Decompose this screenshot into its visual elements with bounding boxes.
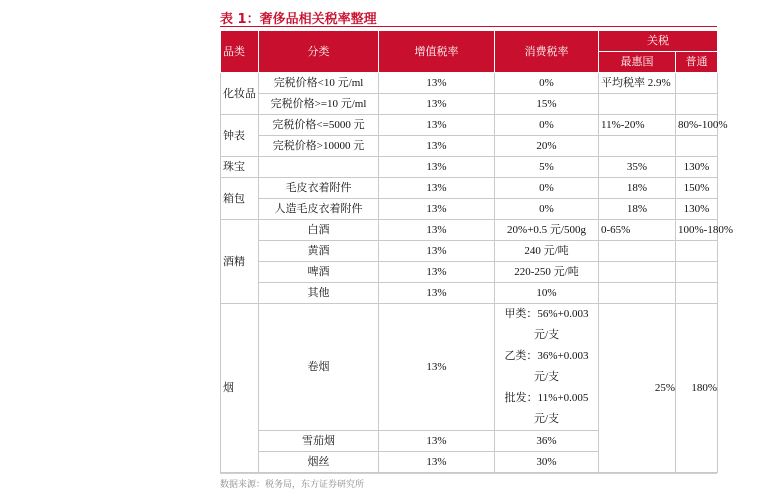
- consumption-cell: 20%+0.5 元/500g: [495, 220, 599, 241]
- subcategory-cell: 白酒: [259, 220, 379, 241]
- consumption-cell-cigarettes: [495, 304, 599, 431]
- tariff-mfn-cell: [599, 136, 676, 157]
- tariff-mfn-cell: [599, 262, 676, 283]
- vat-cell: 13%: [379, 431, 495, 452]
- subcategory-cell: 毛皮衣着附件: [259, 178, 379, 199]
- tariff-general-cell: [676, 136, 718, 157]
- subcategory-cell: 烟丝: [259, 452, 379, 473]
- header-subcategory: 分类: [259, 31, 379, 73]
- vat-cell: 13%: [379, 304, 495, 431]
- tariff-mfn-cell: 25%: [599, 304, 676, 473]
- subcategory-cell: [259, 157, 379, 178]
- table-row: [221, 136, 718, 157]
- table-row: [221, 304, 718, 431]
- table-row: [221, 241, 718, 262]
- tariff-mfn-cell: 0-65%: [599, 220, 676, 241]
- subcategory-cell: 其他: [259, 283, 379, 304]
- vat-cell: 13%: [379, 220, 495, 241]
- consumption-cell: 20%: [495, 136, 599, 157]
- tariff-mfn-cell: 平均税率 2.9%: [599, 73, 676, 94]
- consumption-cell: 5%: [495, 157, 599, 178]
- tariff-general-cell: 130%: [676, 157, 718, 178]
- group-tobacco: 烟: [221, 304, 259, 473]
- data-source-note: 数据来源：税务局，东方证券研究所: [220, 480, 365, 490]
- table-row: [221, 94, 718, 115]
- header-consumption-tax: 消费税率: [495, 31, 599, 73]
- consumption-cell: 36%: [495, 431, 599, 452]
- source-divider: [220, 473, 717, 474]
- vat-cell: 13%: [379, 157, 495, 178]
- table-row: [221, 157, 718, 178]
- subcategory-cell: 卷烟: [259, 304, 379, 431]
- title-divider: [220, 26, 717, 27]
- tariff-mfn-cell: [599, 94, 676, 115]
- vat-cell: 13%: [379, 241, 495, 262]
- consumption-line: 批发：11%+0.005: [504, 392, 589, 404]
- subcategory-cell: 啤酒: [259, 262, 379, 283]
- vat-cell: 13%: [379, 178, 495, 199]
- group-watches: 钟表: [221, 115, 259, 157]
- tariff-general-cell: 80%-100%: [676, 115, 718, 136]
- header-tariff-general: 普通: [676, 52, 718, 73]
- group-jewelry: 珠宝: [221, 157, 259, 178]
- consumption-cell: 0%: [495, 178, 599, 199]
- tariff-mfn-cell: 18%: [599, 178, 676, 199]
- tariff-mfn-cell: 11%-20%: [599, 115, 676, 136]
- consumption-line: 元/支: [533, 371, 560, 383]
- vat-cell: 13%: [379, 94, 495, 115]
- consumption-cell: 240 元/吨: [495, 241, 599, 262]
- subcategory-cell: 人造毛皮衣着附件: [259, 199, 379, 220]
- table-row: [221, 73, 718, 94]
- consumption-cell: 220-250 元/吨: [495, 262, 599, 283]
- subcategory-cell: 完税价格<=5000 元: [259, 115, 379, 136]
- subcategory-cell: 完税价格>=10 元/ml: [259, 94, 379, 115]
- table-row: [221, 262, 718, 283]
- subcategory-cell: 雪茄烟: [259, 431, 379, 452]
- tariff-general-cell: [676, 94, 718, 115]
- tariff-general-cell: [676, 73, 718, 94]
- consumption-line: 元/支: [533, 329, 560, 341]
- tariff-mfn-cell: [599, 241, 676, 262]
- vat-cell: 13%: [379, 73, 495, 94]
- consumption-cell: 0%: [495, 73, 599, 94]
- group-alcohol: 酒精: [221, 220, 259, 304]
- tariff-general-cell: [676, 283, 718, 304]
- table-row: [221, 178, 718, 199]
- header-tariff: 关税: [599, 31, 718, 52]
- header-vat: 增值税率: [379, 31, 495, 73]
- consumption-line: 元/支: [533, 413, 560, 425]
- vat-cell: 13%: [379, 262, 495, 283]
- tariff-general-cell: 130%: [676, 199, 718, 220]
- consumption-cell: 10%: [495, 283, 599, 304]
- consumption-cell: 0%: [495, 115, 599, 136]
- tariff-mfn-cell: 18%: [599, 199, 676, 220]
- consumption-line: 乙类：36%+0.003: [504, 350, 589, 362]
- table-row: [221, 220, 718, 241]
- tax-rate-table: [220, 30, 733, 473]
- vat-cell: 13%: [379, 452, 495, 473]
- consumption-cell: 15%: [495, 94, 599, 115]
- group-cosmetics: 化妆品: [221, 73, 259, 115]
- subcategory-cell: 完税价格>10000 元: [259, 136, 379, 157]
- group-bags: 箱包: [221, 178, 259, 220]
- table-title: 表 1：奢侈品相关税率整理: [220, 12, 377, 27]
- table-row: [221, 115, 718, 136]
- header-tariff-mfn: 最惠国: [599, 52, 676, 73]
- table-row: [221, 283, 718, 304]
- header-category: 品类: [221, 31, 259, 73]
- subcategory-cell: 完税价格<10 元/ml: [259, 73, 379, 94]
- table-row: [221, 199, 718, 220]
- tariff-general-cell: [676, 241, 718, 262]
- vat-cell: 13%: [379, 199, 495, 220]
- vat-cell: 13%: [379, 283, 495, 304]
- vat-cell: 13%: [379, 136, 495, 157]
- consumption-cell: 0%: [495, 199, 599, 220]
- tariff-mfn-cell: [599, 283, 676, 304]
- tariff-general-cell: 100%-180%: [676, 220, 718, 241]
- consumption-line: 甲类：56%+0.003: [504, 308, 589, 320]
- tariff-general-cell: 150%: [676, 178, 718, 199]
- consumption-cell: 30%: [495, 452, 599, 473]
- tariff-mfn-cell: 35%: [599, 157, 676, 178]
- vat-cell: 13%: [379, 115, 495, 136]
- tariff-general-cell: [676, 262, 718, 283]
- subcategory-cell: 黄酒: [259, 241, 379, 262]
- tariff-general-cell: 180%: [676, 304, 718, 473]
